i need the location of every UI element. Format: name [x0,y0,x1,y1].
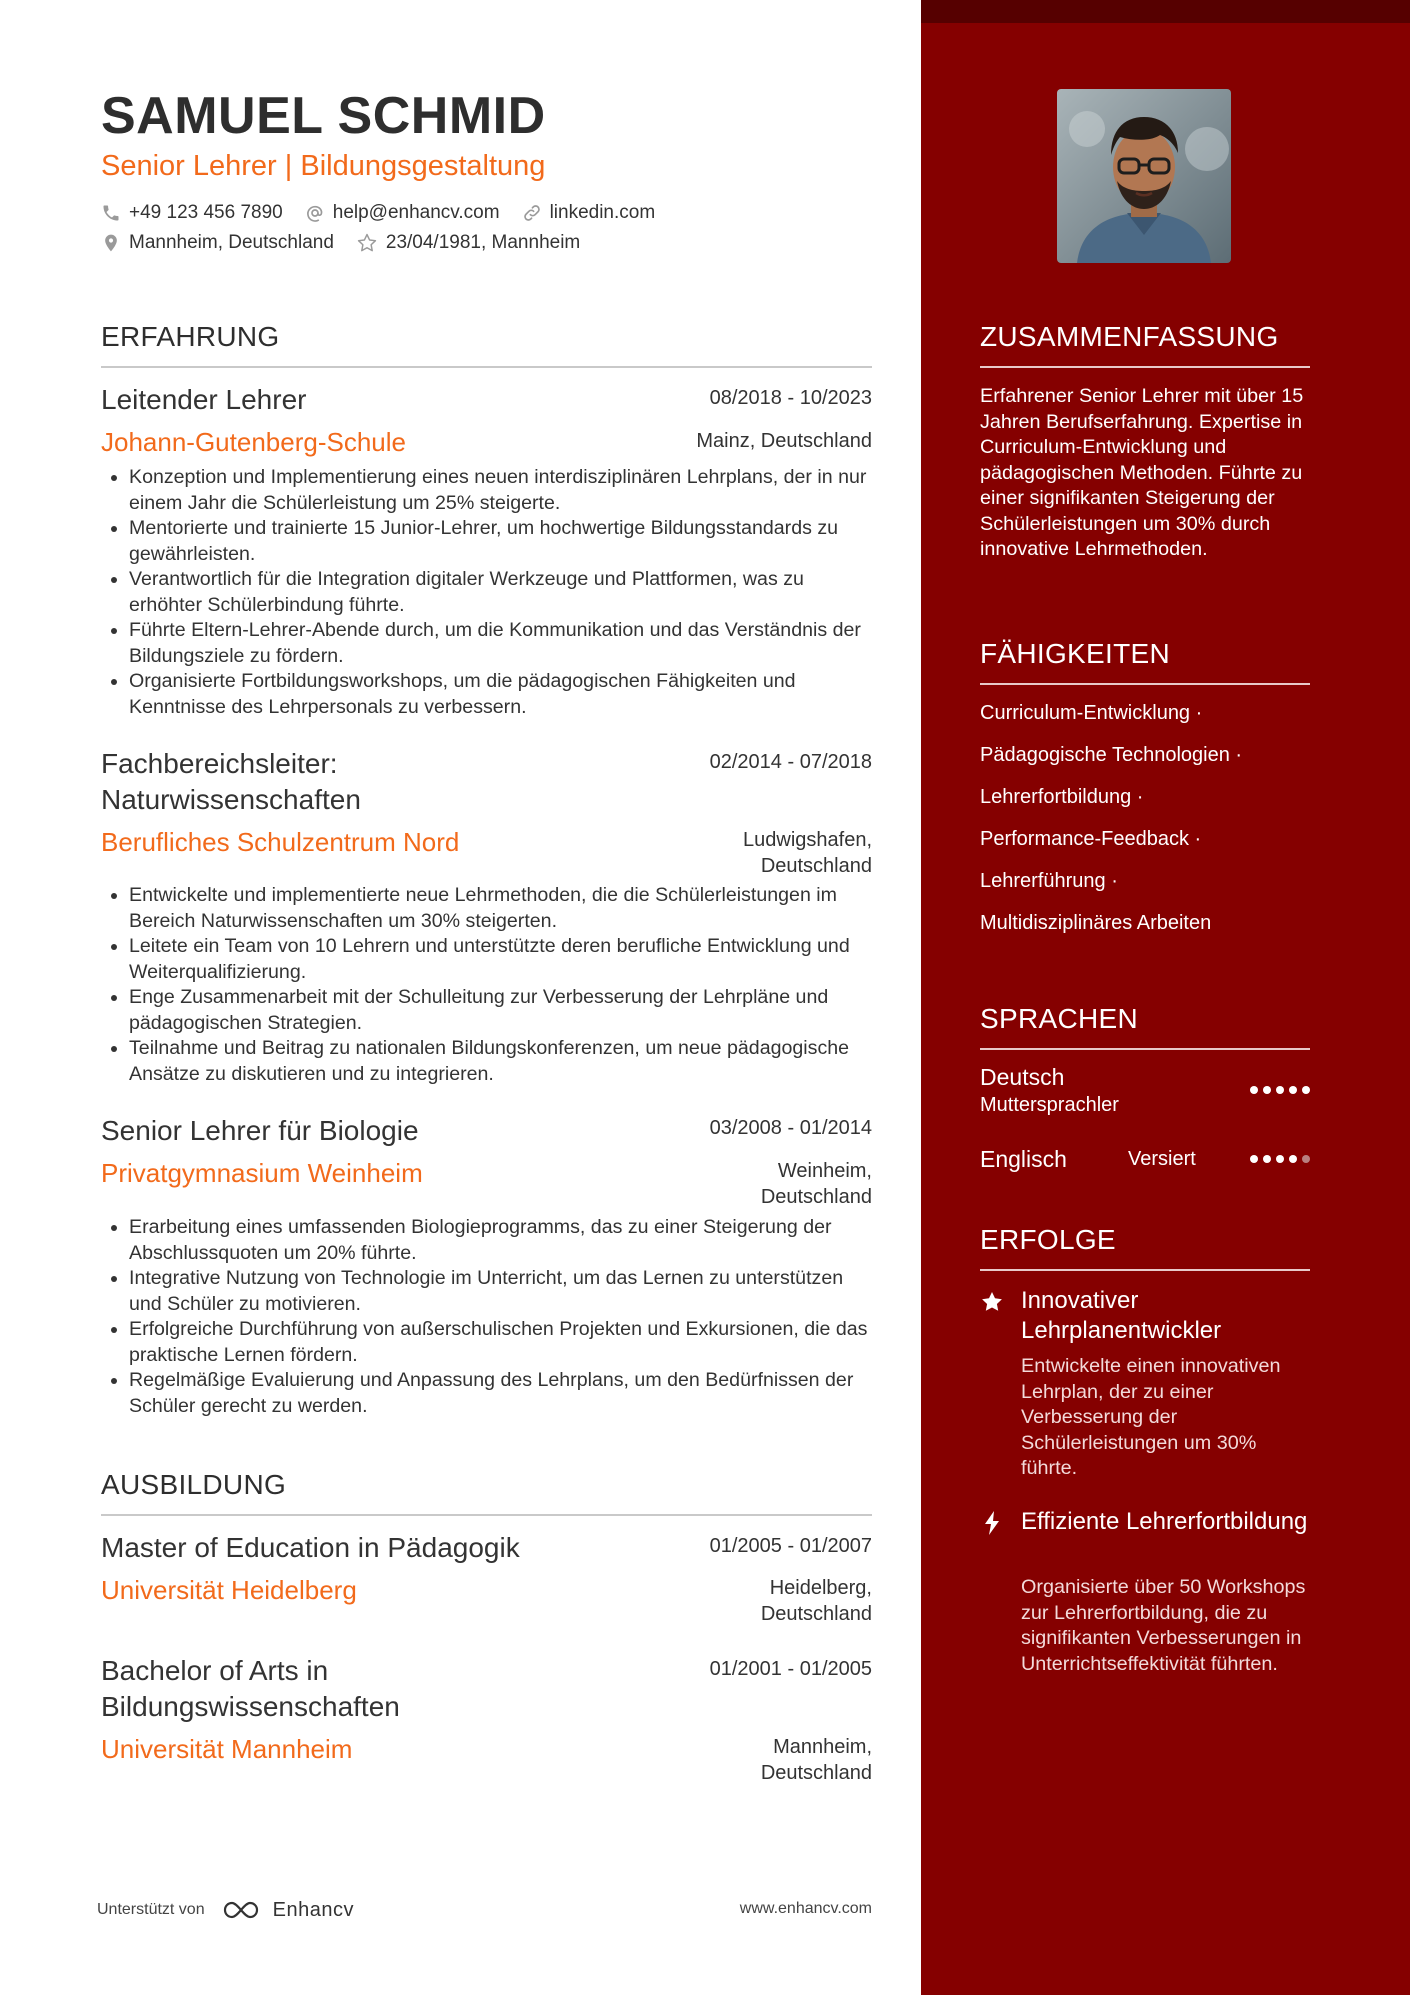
languages-divider [980,1048,1310,1050]
achievements-divider [980,1269,1310,1271]
bullet-item: • Konzeption und Implementierung eines neuen interdisziplinären Lehrplans, der in nur einem Jahr die Schülerleistung um 25% steigerte. [129,465,872,516]
summary-text: Erfahrener Senior Lehrer mit über 15 Jahren Berufserfahrung. Expertise in Curriculum-Entwicklung und pädagogischen Methoden. Führte zu einer signifikanten Steigerung der Schülerleistungen um 30% durch innovative Lehrmethoden. [980,385,1304,560]
birth-text: 23/04/1981, Mannheim [385,232,581,253]
skill-item: Pädagogische Technologien · [980,744,1243,766]
bullet-item: • Leitete ein Team von 10 Lehrern und unterstützte deren berufliche Entwicklung und Weiterqualifizierung. [129,934,872,985]
birth-contact [356,232,580,254]
website-text: linkedin.com [549,202,656,223]
skills-divider [980,683,1310,685]
language-name: Englisch [980,1146,1067,1172]
job-bullets [101,883,872,1087]
experience-divider [101,366,872,368]
sidebar-top-band [921,0,1410,23]
bullet-item: • Erarbeitung eines umfassenden Biologieprogramms, das zu einer Steigerung der Abschlussquoten um 20% führte. [129,1215,872,1266]
candidate-subtitle: Senior Lehrer | Bildungsgestaltung [101,150,546,182]
rating-dot [1302,1086,1310,1094]
contact-row-1 [101,202,677,224]
degree-dates: 01/2001 - 01/2005 [709,1658,872,1680]
bullet-item: • Integrative Nutzung von Technologie im Unterricht, um das Lernen zu unterstützen und Schüler zu motivieren. [129,1266,872,1317]
rating-dot [1250,1086,1258,1094]
job-title: Fachbereichsleiter: Naturwissenschaften [101,748,361,815]
location-contact [101,232,334,254]
bullet-item: • Mentorierte und trainierte 15 Junior-Lehrer, um hochwertige Bildungsstandards zu gewährleisten. [129,516,872,567]
rating-dot [1250,1155,1258,1163]
rating-dot [1263,1086,1271,1094]
job-location: Weinheim, Deutschland [760,1160,872,1208]
education-divider [101,1514,872,1516]
profile-photo [1057,89,1231,263]
achievement-title: Innovativer Lehrplanentwickler [1021,1287,1222,1344]
language-rating [1245,1086,1310,1094]
bullet-item: • Regelmäßige Evaluierung und Anpassung des Lehrplans, um den Bedürfnissen der Schüler gerecht zu werden. [129,1368,872,1419]
achievements-section-title: ERFOLGE [980,1224,1116,1255]
email-contact[interactable] [305,202,500,224]
job-dates: 02/2014 - 07/2018 [709,751,872,773]
language-name: Deutsch [980,1064,1065,1090]
job-bullets [101,1215,872,1419]
education-section-title: AUSBILDUNG [101,1469,287,1500]
skill-item [980,910,1211,936]
school-name: Universität Mannheim [101,1734,353,1764]
star-icon [980,1290,1004,1314]
achievement-title: Effiziente Lehrerfortbildung [1021,1508,1308,1535]
skills-section-title: FÄHIGKEITEN [980,638,1170,669]
bullet-item: • Verantwortlich für die Integration digitaler Werkzeuge und Plattformen, was zu erhöhter Schülerbindung führte. [129,567,872,618]
rating-dot [1289,1086,1297,1094]
degree-title: Bachelor of Arts in Bildungswissenschaften [101,1655,400,1722]
bullet-item: • Enge Zusammenarbeit mit der Schulleitung zur Verbesserung der Lehrpläne und pädagogischen Strategien. [129,985,872,1036]
language-rating [1245,1155,1310,1163]
school-location: Heidelberg, Deutschland [760,1577,872,1625]
skill-label: Lehrerführung [980,870,1106,892]
rating-dot [1276,1086,1284,1094]
skill-item: Curriculum-Entwicklung · [980,702,1203,724]
skill-label: Curriculum-Entwicklung [980,702,1191,724]
school-name: Universität Heidelberg [101,1575,357,1605]
enhancv-logo-icon [217,1898,265,1922]
rating-dot [1263,1155,1271,1163]
email-text: help@enhancv.com [332,202,500,223]
job-title: Leitender Lehrer [101,384,307,415]
skill-item: Performance-Feedback · [980,828,1202,850]
bullet-item: • Entwickelte und implementierte neue Lehrmethoden, die die Schülerleistungen im Bereich Naturwissenschaften um 30% steigerten. [129,883,872,934]
bullet-item: • Organisierte Fortbildungsworkshops, um die pädagogischen Fähigkeiten und Kenntnisse des Lehrpersonals zu verbessern. [129,669,872,720]
bullet-item: • Teilnahme und Beitrag zu nationalen Bildungskonferenzen, um neue pädagogische Ansätze zu diskutieren und zu integrieren. [129,1036,872,1087]
skill-item: Lehrerführung · [980,870,1118,892]
link-icon [522,203,542,223]
website-contact[interactable] [522,202,656,224]
summary-divider [980,366,1310,368]
phone-icon [101,203,121,223]
achievement-text: Organisierte über 50 Workshops zur Lehrerfortbildung, die zu signifikanten Verbesserungen in Unterrichtseffektivität führten. [1021,1576,1306,1675]
skill-item: Lehrerfortbildung · [980,786,1144,808]
language-level: Muttersprachler [980,1094,1119,1116]
bullet-item: • Erfolgreiche Durchführung von außerschulischen Projekten und Exkursionen, die das praktische Lernen fördern. [129,1317,872,1368]
degree-title: Master of Education in Pädagogik [101,1532,520,1563]
job-location: Mainz, Deutschland [696,430,872,452]
rating-dot [1289,1155,1297,1163]
contact-row-2 [101,232,602,254]
school-location: Mannheim, Deutschland [760,1736,872,1784]
skill-label: Lehrerfortbildung [980,786,1132,808]
portrait-image [1057,89,1231,263]
powered-by-text: Unterstützt von [97,1901,205,1918]
footer-branding [97,1898,354,1922]
phone-text: +49 123 456 7890 [129,202,283,223]
skill-label: Pädagogische Technologien [980,744,1230,766]
phone-contact[interactable] [101,202,283,224]
star-outline-icon [356,232,378,254]
job-company: Privatgymnasium Weinheim [101,1158,423,1188]
bullet-item: • Führte Eltern-Lehrer-Abende durch, um die Kommunikation und das Verständnis der Bildungsziele zu fördern. [129,618,872,669]
rating-dot [1302,1155,1310,1163]
experience-section-title: ERFAHRUNG [101,321,280,352]
footer-url[interactable]: www.enhancv.com [739,1900,872,1917]
job-dates: 03/2008 - 01/2014 [709,1117,872,1139]
job-bullets [101,465,872,720]
job-dates: 08/2018 - 10/2023 [709,387,872,409]
skill-label: Performance-Feedback [980,828,1189,850]
sidebar [921,0,1410,1995]
location-text: Mannheim, Deutschland [129,232,334,253]
rating-dot [1276,1155,1284,1163]
job-title: Senior Lehrer für Biologie [101,1115,419,1146]
brand-name: Enhancv [272,1898,354,1921]
lightning-icon [982,1510,1002,1536]
degree-dates: 01/2005 - 01/2007 [709,1535,872,1557]
job-location: Ludwigshafen, Deutschland [743,829,872,877]
at-icon [305,203,325,223]
job-company: Berufliches Schulzentrum Nord [101,827,460,857]
candidate-name: SAMUEL SCHMID [101,87,546,145]
summary-section-title: ZUSAMMENFASSUNG [980,321,1279,352]
language-level: Versiert [1128,1148,1196,1170]
achievement-text: Entwickelte einen innovativen Lehrplan, der zu einer Verbesserung der Schülerleistungen um 30% führte. [1021,1355,1281,1479]
languages-section-title: SPRACHEN [980,1003,1138,1034]
location-pin-icon [101,233,121,253]
job-company: Johann-Gutenberg-Schule [101,427,406,457]
skill-label: Multidisziplinäres Arbeiten [980,912,1212,934]
